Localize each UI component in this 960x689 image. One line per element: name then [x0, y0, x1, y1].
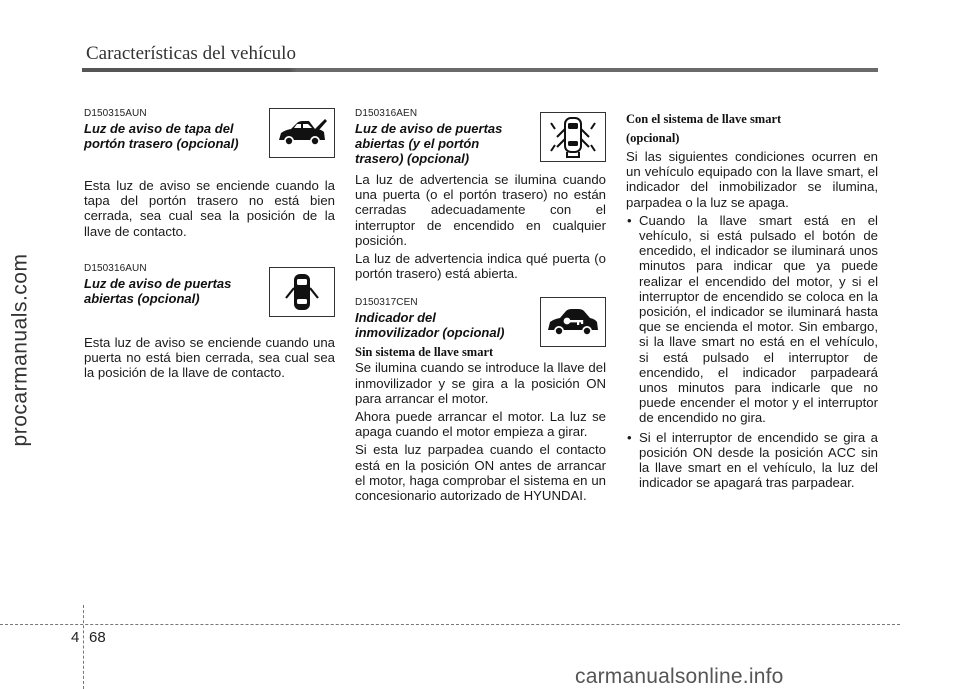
section-tailgate-warning-head [84, 108, 335, 166]
section-body: Esta luz de aviso se enciende cuando una puerta no está bien cerrada, sea cual sea la posición de la llave de contacto. [84, 334, 335, 381]
smart-key-heading: Con el sistema de llave smart [626, 112, 782, 126]
footer-rule [0, 624, 900, 625]
chapter-number: 4 [71, 629, 80, 646]
side-watermark [2, 200, 38, 500]
car-trunk-open-icon [269, 108, 335, 158]
section-code: D150315AUN [84, 108, 147, 119]
section-immobilizer-head [355, 297, 606, 347]
section-body-p3: Si esta luz parpadea cuando el contacto está en la posición ON antes de arrancar el motor, haga comprobar el sistema en un concesionario autorizado de HYUNDAI. [355, 442, 606, 504]
smart-key-heading-optional: (opcional) [626, 131, 680, 145]
section-code: D150316AUN [84, 262, 147, 274]
section-door-warning-head [84, 263, 335, 313]
column-2 [355, 108, 606, 506]
car-doors-tailgate-open-icon [540, 112, 606, 162]
footer-vertical-rule [83, 605, 84, 689]
page-number: 68 [89, 629, 106, 646]
header-rule [82, 68, 878, 72]
section-door-tailgate-head [355, 108, 606, 172]
section-body-p1: La luz de advertencia se ilumina cuando una puerta (o el portón trasero) no están cerradas adecuadamente con el interruptor de encendido en cualquier posición. [355, 172, 606, 248]
smart-key-intro: Si las siguientes condiciones ocurren en un vehículo equipado con la llave smart, el indicador del inmobilizador se ilumina, parpadea o la luz se apaga. [626, 149, 878, 210]
section-body-p2: La luz de advertencia indica qué puerta (o portón trasero) está abierta. [355, 251, 606, 282]
bullet-item: • Si el interruptor de encendido se gira a posición ON desde la posición ACC sin la llave smart en el vehículo, la luz del indicador se apagará tras parpadear. [626, 430, 878, 491]
subsection-heading: Sin sistema de llave smart [355, 345, 494, 360]
section-code: D150317CEN [355, 297, 418, 309]
bullet-item: • Cuando la llave smart está en el vehículo, si está pulsado el botón de encedido, el indicador se iluminará unos minutos para indicar que ya puede realizar el encendido del motor, y si el interruptor de encendido se coloca en la posición, el indicador se iluminará hasta que se encienda el motor. Sin embargo, si la llave smart no está en el vehículo, si está pulsado el interruptor de encendido, el indicador parpadeará unos minutos para indicarle que no puede encender el motor y el interruptor de encendido no gira. [626, 213, 878, 426]
section-title: Indicador del inmovilizador (opcional) [355, 310, 505, 341]
section-body: Esta luz de aviso se enciende cuando la tapa del portón trasero no está bien cerrada, sea cual sea la posición de la llave de contacto. [84, 178, 335, 239]
section-code: D150316AEN [355, 108, 418, 119]
car-door-open-icon [269, 267, 335, 317]
section-title: Luz de aviso de tapa del portón trasero (opcional) [84, 121, 239, 151]
column-1 [84, 108, 335, 383]
page-header-title: Características del vehículo [86, 43, 296, 64]
car-key-immobilizer-icon [540, 297, 606, 347]
section-title: Luz de aviso de puertas abiertas (opcional) [84, 275, 232, 306]
smart-key-bullets [626, 213, 878, 491]
column-3 [626, 111, 878, 494]
section-body-p1: Se ilumina cuando se introduce la llave del inmovilizador y se gira a la posición ON para arrancar el motor. [355, 360, 606, 406]
section-title: Luz de aviso de puertas abiertas (y el portón trasero) (opcional) [355, 121, 503, 166]
bottom-watermark: carmanualsonline.info [575, 665, 784, 688]
side-watermark-text: procarmanuals.com [8, 253, 31, 447]
section-body-p2: Ahora puede arrancar el motor. La luz se apaga cuando el motor empieza a girar. [355, 409, 606, 440]
